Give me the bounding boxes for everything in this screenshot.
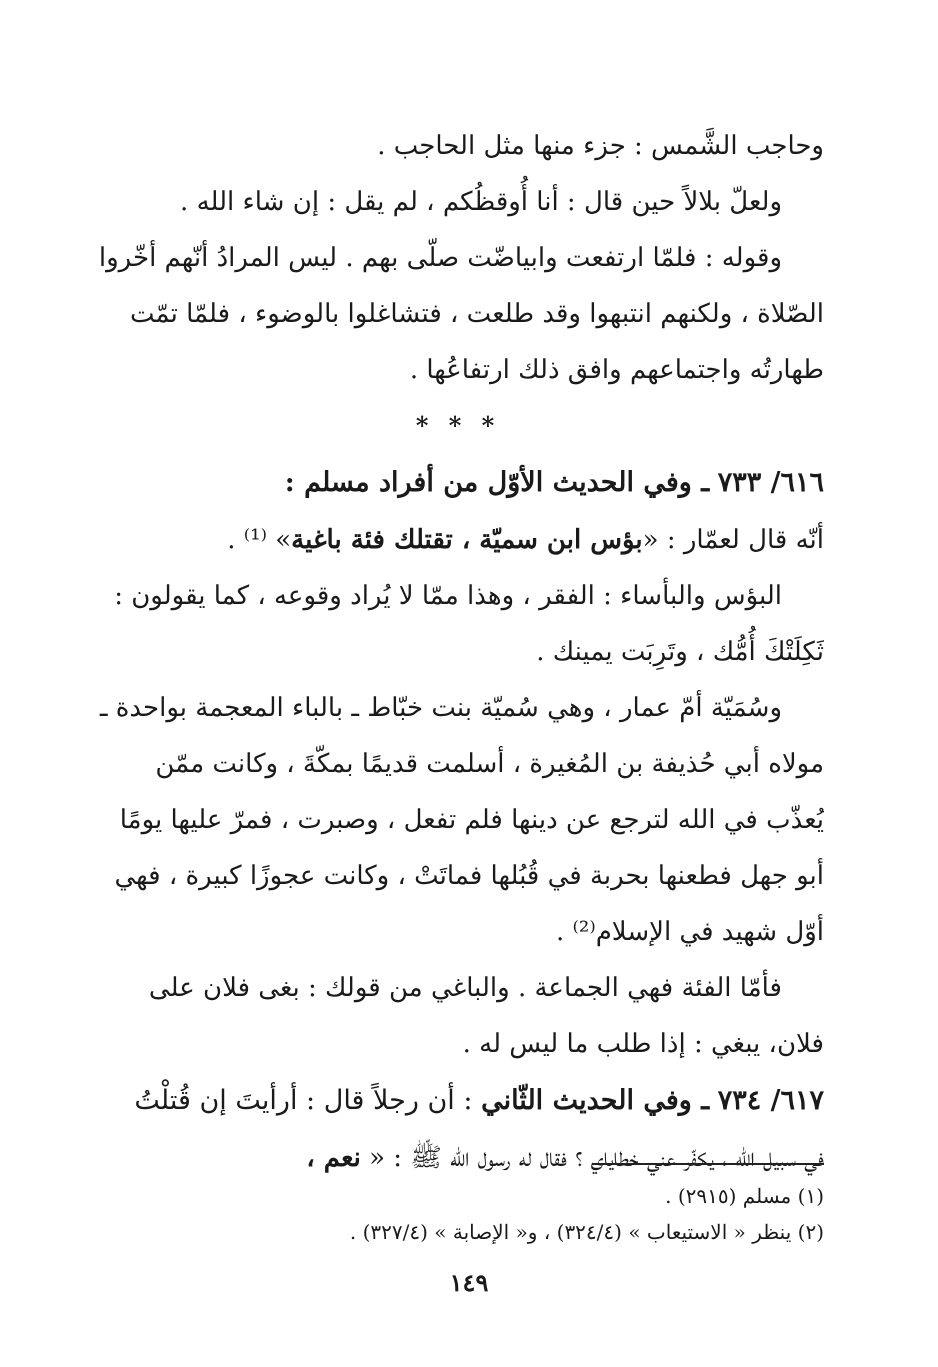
hadith-text: في سبيل الله ، يكفّر عني خطاياي ؟ فقال له رسول الله ﷺ : « xyxy=(369,1143,824,1173)
text-line: أوّل شهيد في الإسلام⁽²⁾ . xyxy=(555,917,824,947)
text-line: مولاه أبي حُذيفة بن المُغيرة ، أسلمت قديمًا بمكّةَ ، وكانت ممّن xyxy=(155,749,824,779)
quote-suffix: » ⁽¹⁾ . xyxy=(227,525,292,555)
page-body xyxy=(92,118,824,1186)
text-line: فلان، يبغي : إذا طلب ما ليس له . xyxy=(462,1029,824,1059)
section-separator: * * * xyxy=(415,411,501,440)
hadith-number: ٦١٦/ ٧٣٣ xyxy=(717,467,824,498)
footnote: (١) مسلم (٢٩١٥) . xyxy=(665,1184,824,1208)
hadith-heading xyxy=(92,454,824,512)
hadith-text: : أن رجلاً قال : أرأيتَ إن قُتلْتُ xyxy=(134,1085,473,1116)
text-line: وحاجب الشَّمس : جزء منها مثل الحاجب . xyxy=(377,131,824,161)
page-number: ١٤٩ xyxy=(449,1268,489,1297)
text-line: البؤس والبأساء : الفقر ، وهذا ممّا لا يُراد وقوعه ، كما يقولون : xyxy=(114,581,782,611)
text-line: ولعلّ بلالاً حين قال : أنا أُوقظُكم ، لم يقل : إن شاء الله . xyxy=(180,187,782,217)
hadith-heading xyxy=(92,1072,824,1130)
quote-prefix: أنّه قال لعمّار : « xyxy=(642,525,824,555)
text-line: وسُمَيّة أمّ عمار ، وهي سُميّة بنت خبّاط ـ بالباء المعجمة بواحدة ـ xyxy=(99,693,782,723)
text-line: الصّلاة ، ولكنهم انتبهوا وقد طلعت ، فتشاغلوا بالوضوء ، فلمّا تمّت xyxy=(130,299,824,329)
text-line: أبو جهل فطعنها بحربة في قُبُلها فماتَتْ ، وكانت عجوزًا كبيرة ، فهي xyxy=(114,861,824,891)
hadith-quote: بؤس ابن سميّة ، تقتلك فئة باغية xyxy=(291,525,643,555)
hadith-number: ٦١٧/ ٧٣٤ xyxy=(717,1085,824,1116)
text-line xyxy=(92,512,824,568)
hadith-quote: نعم ، xyxy=(306,1143,361,1173)
footnote: (٢) ينظر « الاستيعاب » (٣٢٤/٤) ، و« الإصابة » (٣٢٧/٤) . xyxy=(349,1220,824,1244)
footnotes xyxy=(124,1178,824,1250)
text-line: طهارتُه واجتماعهم وافق ذلك ارتفاعُها . xyxy=(409,355,824,385)
text-line: وقوله : فلمّا ارتفعت وابياضّت صلّى بهم . ليس المرادُ أنّهم أخّروا xyxy=(98,243,782,273)
footnote-divider xyxy=(592,1163,824,1165)
text-line: يُعذّب في الله لترجع عن دينها فلم تفعل ، وصبرت ، فمرّ عليها يومًا xyxy=(119,805,824,835)
hadith-title: ـ وفي الحديث الثّاني xyxy=(481,1085,710,1116)
text-line: فأمّا الفئة فهي الجماعة . والباغي من قولك : بغى فلان على xyxy=(148,973,782,1003)
hadith-title: ـ وفي الحديث الأوّل من أفراد مسلم : xyxy=(284,467,710,498)
text-line: ثَكِلَتْكَ أُمُّك ، وتَرِبَت يمينك . xyxy=(536,637,824,667)
